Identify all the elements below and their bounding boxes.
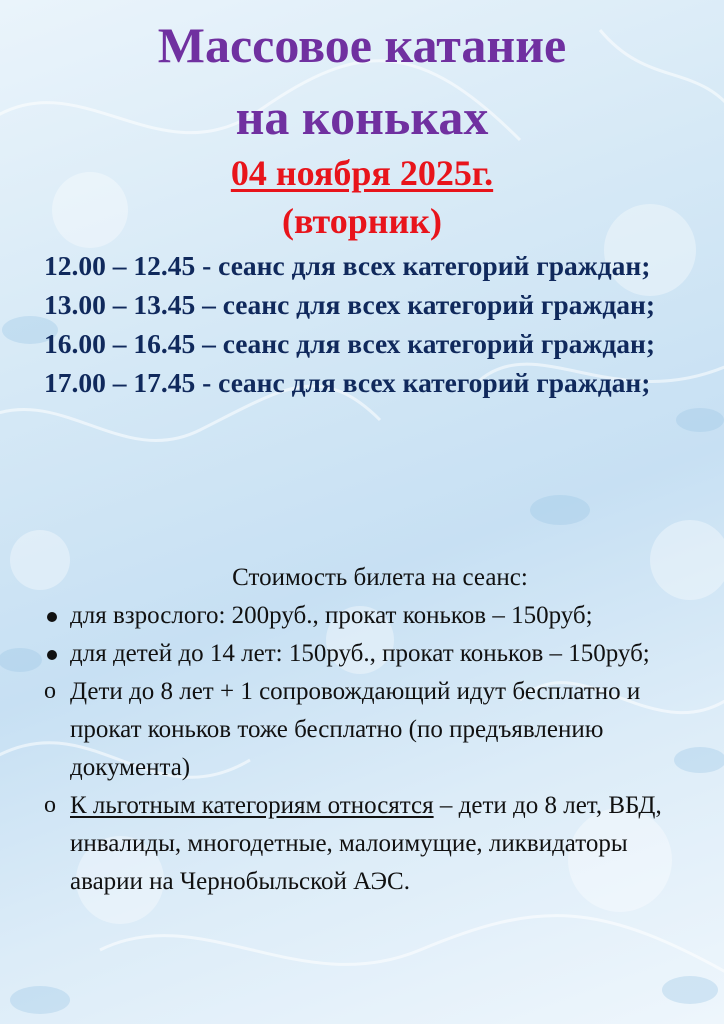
price-item-text: для взрослого: 200руб., прокат коньков – 150руб; [70, 602, 593, 629]
price-item [44, 673, 704, 787]
session-item: 17.00 – 17.45 - сеанс для всех категорий граждан; [44, 367, 651, 398]
benefits-text: – дети до 8 лет, ВБД, инвалиды, многодетные, малоимущие, ликвидаторы аварии на Чернобыльской АЭС. [70, 792, 662, 895]
price-item-text: для детей до 14 лет: 150руб., прокат коньков – 150руб; [70, 640, 650, 667]
title-line-2: на коньках [235, 89, 489, 145]
price-item [44, 635, 704, 673]
price-item-text: Дети до 8 лет + 1 сопровождающий идут бесплатно и прокат коньков тоже бесплатно (по предъявлению документа) [70, 678, 641, 781]
session-item: 13.00 – 13.45 – сеанс для всех категорий граждан; [44, 289, 656, 320]
price-heading: Стоимость билета на сеанс: [232, 564, 528, 591]
session-schedule [44, 246, 694, 402]
event-date [0, 152, 724, 194]
session-item: 12.00 – 12.45 - сеанс для всех категорий граждан; [44, 250, 651, 281]
benefits-label: К льготным категориям относятся [70, 792, 434, 819]
title-line-1: Массовое катание [157, 17, 567, 73]
event-date-text: 04 ноября 2025г. [230, 153, 494, 193]
price-item [44, 597, 704, 635]
event-weekday: (вторник) [282, 201, 442, 241]
session-item: 16.00 – 16.45 – сеанс для всех категорий граждан; [44, 328, 656, 359]
benefits-item [44, 787, 704, 901]
price-list [44, 597, 704, 901]
